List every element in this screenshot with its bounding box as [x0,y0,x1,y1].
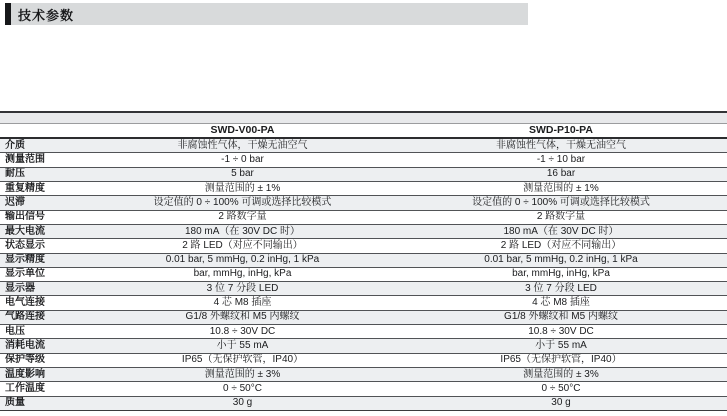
spec-row-label: 耐压 [5,168,25,180]
spec-value-col1: 3 位 7 分段 LED [206,282,279,294]
spec-value-col2: 30 g [551,397,571,409]
table-row [0,282,727,296]
spec-value-col2: 非腐蚀性气体，干燥无油空气 [496,139,626,151]
page-title: 技术参数 [18,7,75,23]
spec-value-col1: 0 ÷ 50°C [223,382,262,394]
spec-row-label: 介质 [5,139,25,151]
spec-value-col2: 2 路数字量 [536,211,586,223]
table-row [0,239,727,253]
spec-row-label: 显示单位 [5,268,45,280]
spec-row-label: 状态显示 [5,239,45,251]
table-row [0,211,727,225]
table-row [0,382,727,396]
table-row [0,139,727,153]
spec-value-col1: G1/8 外螺纹和 M5 内螺纹 [185,311,300,323]
spec-row-label: 工作温度 [5,382,45,394]
spec-value-col1: bar, mmHg, inHg, kPa [193,268,292,280]
spec-table [0,111,727,411]
table-row [0,296,727,310]
spec-row-label: 显示器 [5,282,35,294]
section-header [5,3,528,25]
spec-row-label: 质量 [5,397,25,409]
spec-row-label: 消耗电流 [5,340,45,352]
spec-value-col1: 30 g [232,397,253,409]
spec-value-col2: 测量范围的 ± 3% [523,368,599,380]
spec-row-label: 最大电流 [5,225,45,237]
spec-value-col2: -1 ÷ 10 bar [536,153,586,165]
table-row [0,368,727,382]
spec-value-col2: G1/8 外螺纹和 M5 内螺纹 [504,311,618,323]
spec-value-col2: 3 位 7 分段 LED [525,282,597,294]
table-body [0,139,727,411]
spec-value-col2: 180 mA（在 30V DC 时） [503,225,619,237]
table-row [0,225,727,239]
spec-value-col2: 2 路 LED（对应不同输出） [500,239,622,251]
spec-value-col2: 测量范围的 ± 1% [523,182,599,194]
product-column-header-2: SWD-P10-PA [529,124,593,137]
spec-value-col1: 2 路 LED（对应不同输出） [182,239,303,251]
header-empty-cell [0,124,90,137]
spec-value-col2: 16 bar [546,168,576,180]
spec-row-label: 显示精度 [5,254,45,266]
spec-value-col1: 测量范围的 ± 1% [204,182,281,194]
table-row [0,397,727,411]
spec-value-col1: 0.01 bar, 5 mmHg, 0.2 inHg, 1 kPa [165,254,320,266]
spec-value-col2: 0.01 bar, 5 mmHg, 0.2 inHg, 1 kPa [484,254,638,266]
table-row [0,339,727,353]
table-row [0,311,727,325]
spec-value-col1: -1 ÷ 0 bar [221,153,264,165]
table-row [0,153,727,167]
spec-row-label: 气路连接 [5,311,45,323]
product-column-header-1: SWD-V00-PA [210,124,275,137]
table-header-row [0,124,727,139]
table-row [0,268,727,282]
spec-value-col1: 小于 55 mA [216,340,269,352]
spec-value-col1: 设定值的 0 ÷ 100% 可调或选择比较模式 [153,196,332,208]
table-row [0,354,727,368]
spec-value-col1: 10.8 ÷ 30V DC [209,325,276,337]
table-row [0,182,727,196]
spec-value-col2: 10.8 ÷ 30V DC [528,325,594,337]
spec-value-col2: IP65（无保护软管，IP40） [500,354,622,366]
spec-value-col1: 2 路数字量 [218,211,267,223]
spec-row-label: 电气连接 [5,297,45,309]
spec-value-col1: IP65（无保护软管，IP40） [181,354,304,366]
spec-value-col1: 测量范围的 ± 3% [204,368,281,380]
spec-row-label: 电压 [5,325,25,337]
spec-row-label: 保护等级 [5,354,45,366]
spec-value-col1: 4 芯 M8 插座 [213,297,272,309]
spec-value-col2: 设定值的 0 ÷ 100% 可调或选择比较模式 [472,196,650,208]
spec-value-col2: 0 ÷ 50°C [541,382,581,394]
spec-row-label: 重复精度 [5,182,45,194]
table-row [0,325,727,339]
spec-value-col2: 4 芯 M8 插座 [532,297,590,309]
spec-value-col1: 180 mA（在 30V DC 时） [184,225,301,237]
spec-row-label: 输出信号 [5,211,45,223]
spec-value-col1: 非腐蚀性气体，干燥无油空气 [177,139,308,151]
table-row [0,168,727,182]
table-row [0,196,727,210]
spec-row-label: 温度影响 [5,368,45,380]
table-spacer-row [0,113,727,124]
spec-row-label: 测量范围 [5,153,45,165]
spec-value-col2: bar, mmHg, inHg, kPa [512,268,610,280]
spec-value-col2: 小于 55 mA [535,340,587,352]
table-row [0,254,727,268]
title-accent-bar [5,3,11,25]
spec-row-label: 迟滞 [5,196,25,208]
spec-value-col1: 5 bar [231,168,254,180]
